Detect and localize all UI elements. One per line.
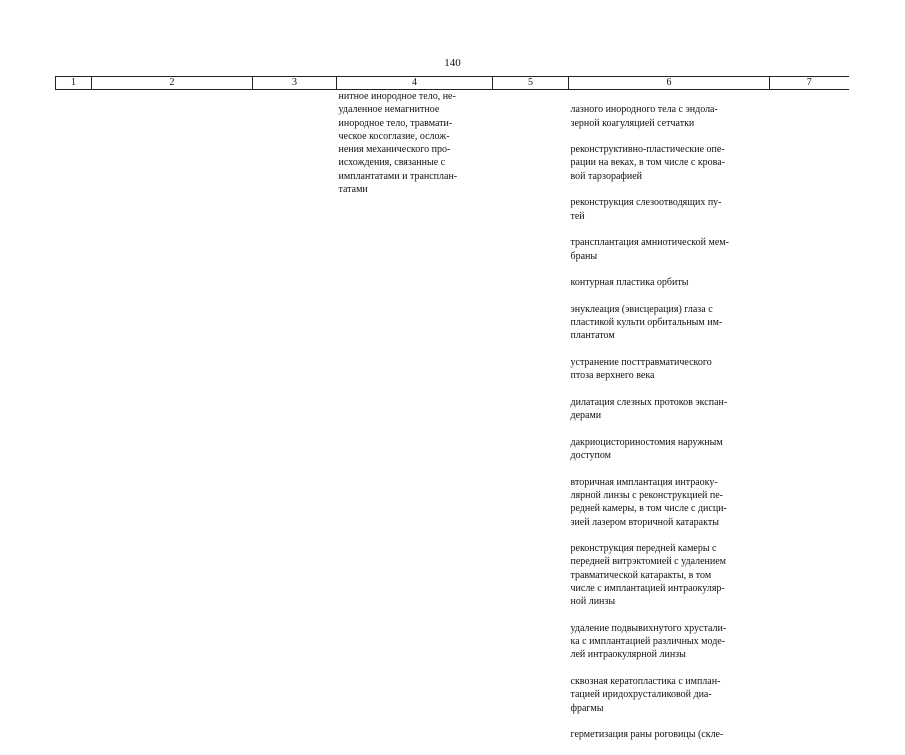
procedure-item: реконструктивно-пластические опе- рации на веках, в том числе с крова- вой тарзорафией [570, 144, 726, 182]
column-header-1: 1 [56, 77, 92, 90]
procedure-item: сквозная кератопластика с имплан- тацией иридохрусталиковой диа- фрагмы [570, 676, 721, 714]
column-header-4: 4 [337, 77, 493, 90]
cell-col4 [337, 90, 493, 755]
column-header-5: 5 [493, 77, 569, 90]
procedure-item: удаление подвывихнутого хрустали- ка с имплантацией различных моде- лей интраокулярной линзы [570, 622, 727, 661]
procedure-item: реконструкция слезоотводящих пу- тей [570, 197, 722, 222]
procedure-item: устранение посттравматического птоза верхнего века [570, 356, 712, 382]
column-header-6: 6 [569, 77, 770, 90]
page-number: 140 [444, 57, 461, 69]
diagnosis-text: нитное инородное тело, не- удаленное немагнитное инородное тело, травмати- ческое косоглазие, ослож- нения механического про- исхождения, связанные с имплантатами и трансплан- татами [338, 91, 458, 196]
procedures-list [571, 90, 767, 755]
procedure-item: дилатация слезных протоков экспан- дерами [570, 396, 728, 422]
column-header-7: 7 [770, 77, 849, 90]
cell-col3 [253, 90, 337, 755]
procedure-item: лазного инородного тела с эндола- зерной коагуляцией сетчатки [570, 104, 718, 129]
cell-col1 [56, 90, 92, 755]
header-row [56, 77, 849, 90]
procedure-item: контурная пластика орбиты [570, 277, 689, 289]
column-header-3: 3 [253, 77, 337, 90]
procedure-item: трансплантация амниотической мем- браны [570, 237, 729, 262]
procedures-table [55, 76, 849, 755]
table-row [56, 90, 849, 755]
column-header-2: 2 [92, 77, 253, 90]
cell-col2 [92, 90, 253, 755]
procedure-item: вторичная имплантация интраоку- лярной линзы с реконструкцией пе- редней камеры, в том числе с дисци- зией лазером вторичной катаракты [570, 476, 727, 528]
cell-col6 [569, 90, 770, 755]
procedure-item: реконструкция передней камеры с передней витрэктомией с удалением травматической катаракты, в том числе с имплантацией интраокуляр- ной линзы [570, 543, 726, 608]
procedure-item: герметизация раны роговицы (скле- [570, 729, 724, 741]
cell-col5 [493, 90, 569, 755]
procedure-item: энуклеация (эвисцерация) глаза с пластикой культи орбитальным им- плантатом [570, 303, 723, 342]
procedure-item: дакриоцисториностомия наружным доступом [570, 436, 723, 462]
cell-col7 [770, 90, 849, 755]
